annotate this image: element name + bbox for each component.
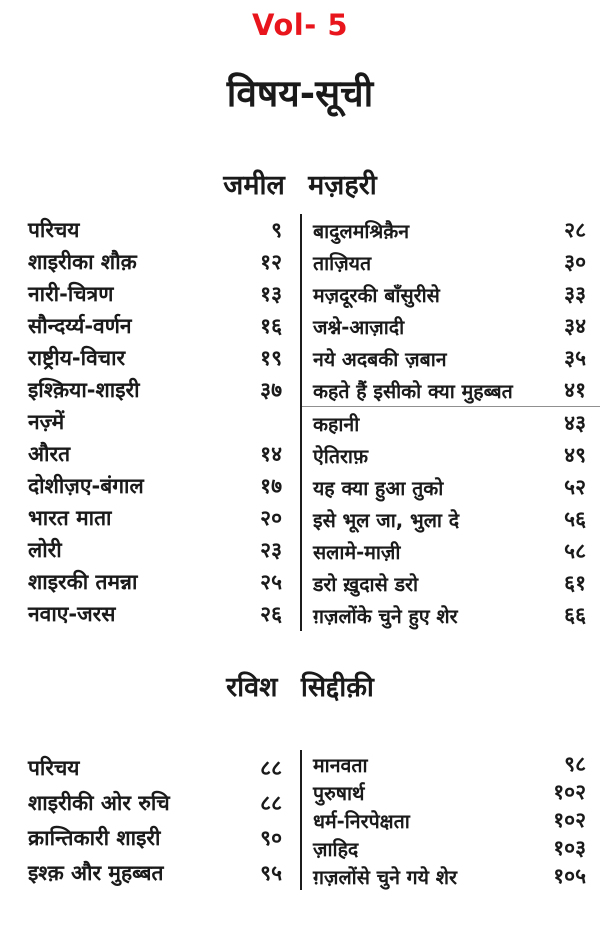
entry-title: दोशीज़ए-बंगाल (28, 474, 144, 498)
entry-title: ऐतिराफ़ (313, 444, 369, 468)
entry-title: नये अदबकी ज़बान (313, 347, 447, 371)
entry-title: ज़ाहिद (313, 837, 359, 861)
toc-entry (0, 470, 300, 502)
entry-title: ताज़ियत (313, 251, 372, 275)
toc-entry (302, 374, 600, 406)
toc-entry (0, 750, 300, 785)
toc-entry (302, 407, 600, 439)
section-heading: रविश सिद्दीक़ी (226, 672, 374, 703)
entry-page: १९ (260, 346, 282, 370)
entry-page: १०३ (553, 836, 586, 860)
entry-title: जश्ने-आज़ादी (313, 315, 405, 339)
entry-page: २५ (260, 570, 282, 594)
toc-entry (0, 820, 300, 855)
toc-entry (0, 342, 300, 374)
toc-entry (302, 750, 600, 778)
entry-title: सलामे-माज़ी (313, 540, 401, 564)
entry-page: ९ (271, 218, 282, 242)
toc-column-right (300, 214, 600, 631)
entry-page: १०५ (553, 864, 586, 888)
entry-title: इश्क़िया-शाइरी (28, 378, 140, 402)
entry-title: भारत माता (28, 506, 112, 530)
toc-table (0, 214, 600, 631)
section-ravish-siddiqui (0, 667, 600, 890)
scanned-toc-page (0, 8, 600, 948)
toc-entry (0, 438, 300, 470)
entry-page: १७ (260, 474, 282, 498)
entry-title: कहानी (313, 412, 360, 436)
toc-entry (302, 310, 600, 342)
entry-title: शाइरकी तमन्ना (28, 570, 138, 594)
entry-title: नारी-चित्रण (28, 282, 114, 306)
entry-title: ग़ज़लोंके चुने हुए शेर (313, 604, 458, 628)
entry-page: २० (260, 506, 282, 530)
toc-entry (302, 862, 600, 890)
toc-entry (302, 599, 600, 631)
toc-entry (0, 855, 300, 890)
entry-title: मानवता (313, 753, 368, 777)
entry-title: शाइरीका शौक़ (28, 250, 137, 274)
entry-title: पुरुषार्थ (313, 781, 365, 805)
entry-page: १६ (260, 314, 282, 338)
entry-title: इश्क़ और मुहब्बत (28, 860, 164, 885)
toc-entry (302, 535, 600, 567)
entry-page: ३४ (564, 314, 586, 338)
toc-entry (0, 502, 300, 534)
entry-page: १२ (260, 250, 282, 274)
toc-entry (302, 567, 600, 599)
entry-title: धर्म-निरपेक्षता (313, 809, 410, 833)
entry-title: बादुलमश्रिक़ैन (313, 219, 410, 243)
entry-title: नवाए-जरस (28, 602, 116, 626)
entry-page: ६१ (564, 571, 586, 595)
toc-entry (0, 246, 300, 278)
entry-title: परिचय (28, 218, 80, 242)
entry-title: डरो ख़ुदासे डरो (313, 572, 419, 596)
toc-entry (302, 471, 600, 503)
section-heading: जमील मज़हरी (223, 170, 377, 201)
toc-entry (302, 342, 600, 374)
entry-page: ८८ (260, 790, 282, 815)
toc-entry (302, 834, 600, 862)
toc-entry (302, 806, 600, 834)
entry-title: लोरी (28, 538, 62, 562)
toc-column-left (0, 750, 300, 890)
entry-page: ३५ (564, 346, 586, 370)
toc-column-right (300, 750, 600, 890)
entry-page: १३ (260, 282, 282, 306)
entry-title: ग़ज़लोंसे चुने गये शेर (313, 865, 457, 889)
volume-label: Vol- 5 (251, 8, 349, 42)
toc-entry (302, 778, 600, 806)
entry-title: परिचय (28, 755, 80, 780)
toc-entry (0, 310, 300, 342)
entry-title: कहते हैं इसीको क्या मुहब्बत (313, 379, 513, 403)
toc-entry (302, 214, 600, 246)
entry-page: १०२ (553, 780, 586, 804)
entry-title: क्रान्तिकारी शाइरी (28, 825, 161, 850)
toc-entry (0, 598, 300, 630)
entry-page: ९० (260, 825, 282, 850)
entry-title: यह क्या हुआ तुको (313, 476, 444, 500)
entry-title: मज़दूरकी बाँसुरीसे (313, 283, 440, 307)
entry-page: १४ (260, 442, 282, 466)
entry-page: ४१ (564, 378, 586, 402)
entry-page: ८८ (260, 755, 282, 780)
toc-entry (302, 246, 600, 278)
entry-page: ३७ (260, 378, 282, 402)
entry-page: ५८ (564, 539, 586, 563)
toc-entry (0, 374, 300, 406)
toc-entry (0, 566, 300, 598)
entry-page: ९५ (260, 860, 282, 885)
toc-entry (0, 214, 300, 246)
entry-page: ५२ (564, 475, 586, 499)
page-title: विषय-सूची (226, 72, 374, 115)
entry-page: ४९ (564, 443, 586, 467)
entry-title: सौन्दर्य्य-वर्णन (28, 314, 132, 338)
entry-title: औरत (28, 442, 71, 466)
toc-entry (0, 278, 300, 310)
section-jamil-mazhari (0, 165, 600, 631)
toc-subheading-nazmen (0, 406, 300, 438)
entry-page: १०२ (553, 808, 586, 832)
toc-entry (302, 439, 600, 471)
entry-title: राष्ट्रीय-विचार (28, 346, 126, 370)
toc-entry (0, 785, 300, 820)
entry-page: ३० (564, 250, 586, 274)
entry-page: २६ (260, 602, 282, 626)
entry-page: ३३ (564, 282, 586, 306)
entry-page: ५६ (564, 507, 586, 531)
entry-page: २८ (564, 218, 586, 242)
toc-table (0, 750, 600, 890)
entry-title: इसे भूल जा, भुला दे (313, 508, 460, 532)
entry-page: २३ (260, 538, 282, 562)
toc-entry (0, 534, 300, 566)
toc-entry (302, 278, 600, 310)
entry-page: ४३ (564, 411, 586, 435)
entry-title: शाइरीकी ओर रुचि (28, 790, 170, 815)
toc-column-left (0, 214, 300, 631)
entry-page: ९८ (564, 752, 586, 776)
entry-title: नज़्में (28, 410, 65, 434)
entry-page: ६६ (564, 603, 586, 627)
toc-entry (302, 503, 600, 535)
